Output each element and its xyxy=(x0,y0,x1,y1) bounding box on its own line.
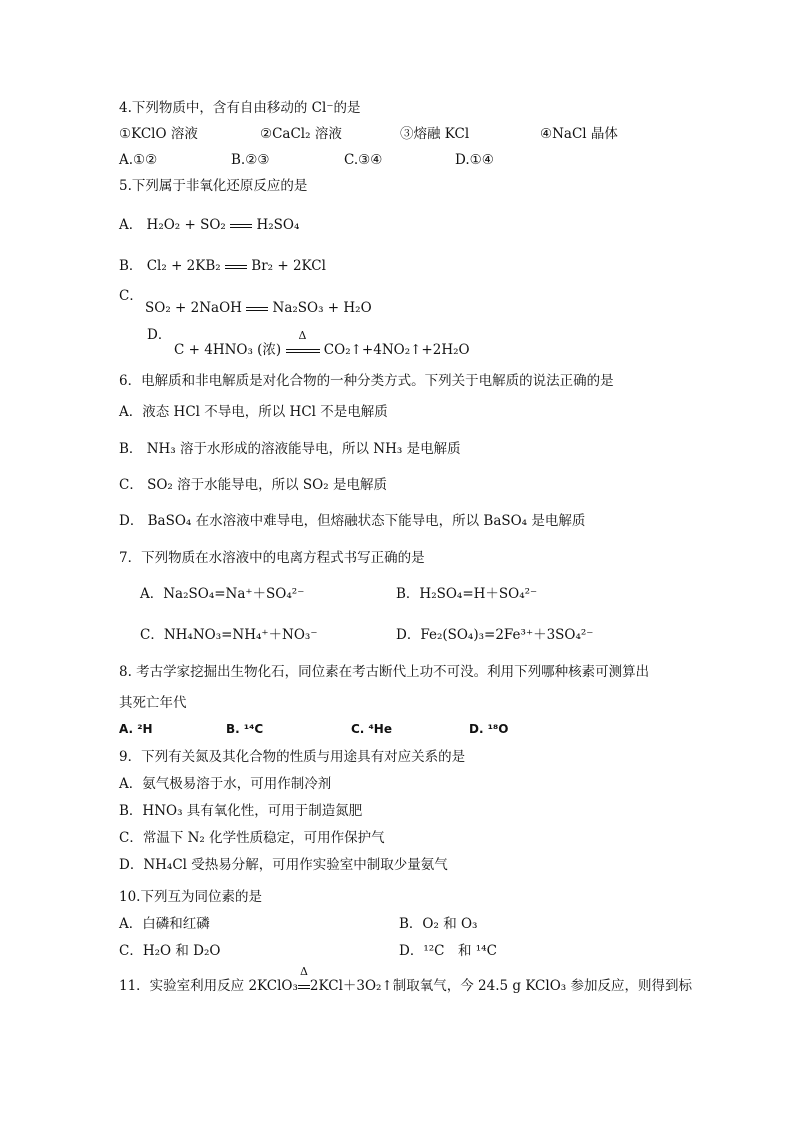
q7-option-c: C．NH₄NO₃=NH₄⁺＋NO₃⁻ xyxy=(140,627,318,643)
q6-option-c: C． SO₂ 溶于水能导电，所以 SO₂ 是电解质 xyxy=(119,477,387,493)
q11-arrow xyxy=(298,965,310,995)
equals-sign-icon xyxy=(298,985,310,989)
q4-option-c: C.③④ xyxy=(344,152,383,168)
q7-stem: 7．下列物质在水溶液中的电离方程式书写正确的是 xyxy=(119,550,425,566)
q10-option-a: A．白磷和红磷 xyxy=(119,916,210,932)
q10-option-c: C．H₂O 和 D₂O xyxy=(119,943,221,959)
q10-option-b: B．O₂ 和 O₃ xyxy=(399,916,478,932)
q5-a-left: H₂O₂ + SO₂ xyxy=(146,217,226,233)
q5-option-b xyxy=(119,257,326,275)
q4-item-4: ④NaCl 晶体 xyxy=(540,126,618,142)
q5-option-d xyxy=(174,329,470,359)
q4-option-d: D.①④ xyxy=(455,152,494,168)
q11-post: 2KCl＋3O₂↑制取氧气，今 24.5 g KClO₃ 参加反应，则得到标 xyxy=(309,978,692,994)
q9-option-a: A．氨气极易溶于水，可用作制冷剂 xyxy=(119,776,332,792)
q8-option-d: D. ¹⁸O xyxy=(469,722,509,736)
heat-symbol: Δ xyxy=(298,329,307,342)
q5-c-left: SO₂ + 2NaOH xyxy=(145,300,242,316)
q4-option-a: A.①② xyxy=(119,152,158,168)
q4-item-2: ②CaCl₂ 溶液 xyxy=(260,126,342,142)
q5-d-arrow xyxy=(286,329,320,359)
q8-option-c: C. ⁴He xyxy=(351,722,392,736)
q5-c-right: Na₂SO₃ + H₂O xyxy=(272,300,372,316)
q4-stem: 4.下列物质中，含有自由移动的 Cl⁻的是 xyxy=(119,100,361,116)
q4-item-1: ①KClO 溶液 xyxy=(119,126,198,142)
q5-a-label: A． xyxy=(119,217,143,233)
q7-option-b: B．H₂SO₄=H＋SO₄²⁻ xyxy=(396,586,538,602)
equals-sign-icon xyxy=(230,224,252,228)
q5-option-c xyxy=(145,299,372,317)
q9-stem: 9．下列有关氮及其化合物的性质与用途具有对应关系的是 xyxy=(119,749,466,765)
q6-stem: 6．电解质和非电解质是对化合物的一种分类方式。下列关于电解质的说法正确的是 xyxy=(119,373,614,389)
q7-option-a: A．Na₂SO₄=Na⁺＋SO₄²⁻ xyxy=(140,586,305,602)
q10-option-d: D．¹²C 和 ¹⁴C xyxy=(399,943,497,959)
q6-option-a: A．液态 HCl 不导电，所以 HCl 不是电解质 xyxy=(119,404,388,420)
heat-symbol: Δ xyxy=(299,965,308,978)
q9-option-b: B．HNO₃ 具有氧化性，可用于制造氮肥 xyxy=(119,803,363,819)
q6-option-b: B． NH₃ 溶于水形成的溶液能导电，所以 NH₃ 是电解质 xyxy=(119,441,461,457)
q5-d-left: C + 4HNO₃ (浓) xyxy=(174,342,282,358)
q5-b-left: Cl₂ + 2KB₂ xyxy=(146,258,221,274)
equals-sign-icon xyxy=(286,349,320,353)
q5-d-right: CO₂↑+4NO₂↑+2H₂O xyxy=(323,342,470,358)
q11-pre: 11．实验室利用反应 2KClO₃ xyxy=(119,978,298,994)
q9-option-c: C．常温下 N₂ 化学性质稳定，可用作保护气 xyxy=(119,830,385,846)
q8-stem-line2: 其死亡年代 xyxy=(119,695,187,711)
q5-b-right: Br₂ + 2KCl xyxy=(251,258,326,274)
q10-stem: 10.下列互为同位素的是 xyxy=(119,889,262,905)
q5-b-label: B． xyxy=(119,258,143,274)
q9-option-d: D．NH₄Cl 受热易分解，可用作实验室中制取少量氨气 xyxy=(119,857,448,873)
q5-a-right: H₂SO₄ xyxy=(256,217,300,233)
q8-option-a: A. ²H xyxy=(119,722,153,736)
q5-option-a xyxy=(119,216,299,234)
q5-stem: 5.下列属于非氧化还原反应的是 xyxy=(119,178,308,194)
q5-d-label: D． xyxy=(147,327,172,343)
q7-option-d: D．Fe₂(SO₄)₃=2Fe³⁺＋3SO₄²⁻ xyxy=(396,627,594,643)
q8-option-b: B. ¹⁴C xyxy=(226,722,264,736)
q5-c-label: C． xyxy=(119,288,143,304)
q8-stem-line1: 8. 考古学家挖掘出生物化石，同位素在考古断代上功不可没。利用下列哪种核素可测算出 xyxy=(119,664,650,680)
q4-option-b: B.②③ xyxy=(231,152,270,168)
q6-option-d: D． BaSO₄ 在水溶液中难导电，但熔融状态下能导电，所以 BaSO₄ 是电解质 xyxy=(119,513,586,529)
equals-sign-icon xyxy=(225,265,247,269)
q11-stem xyxy=(119,965,692,995)
q4-item-3: ③熔融 KCl xyxy=(400,126,470,142)
equals-sign-icon xyxy=(246,307,268,311)
